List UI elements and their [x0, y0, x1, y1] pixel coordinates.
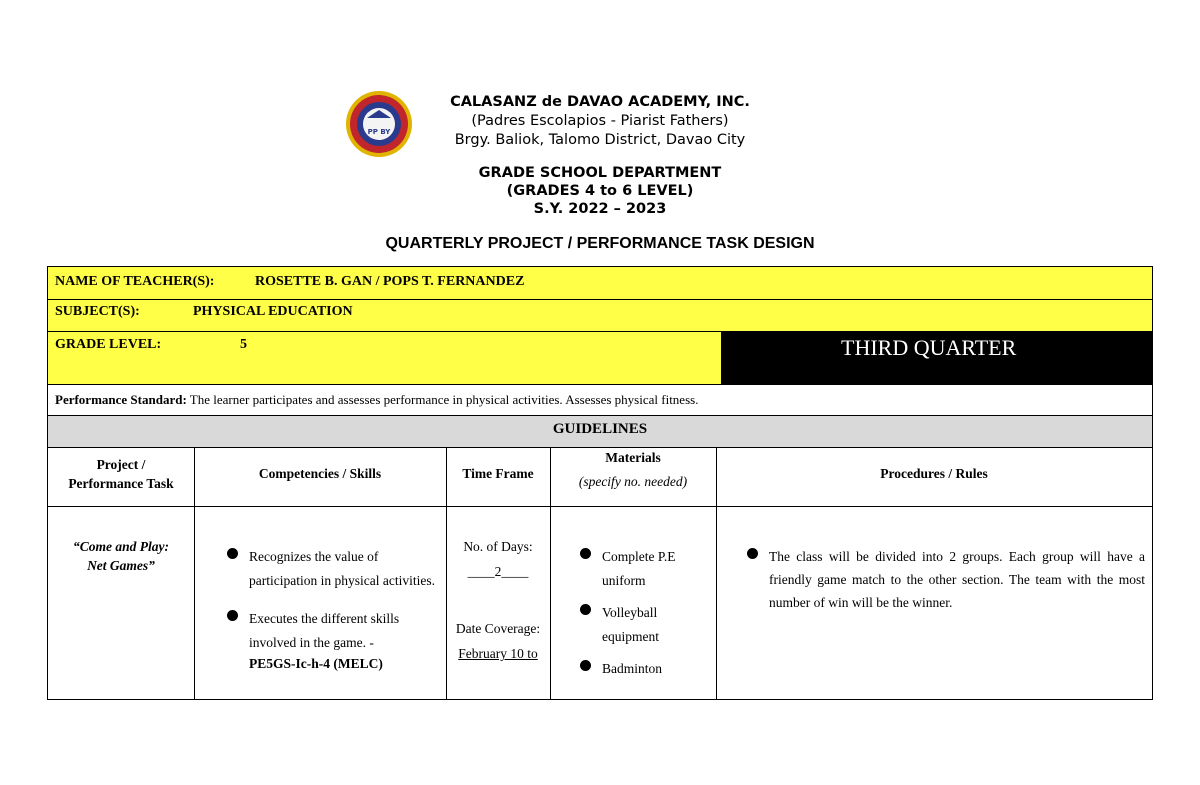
school-header [380, 93, 820, 150]
school-year: S.Y. 2022 – 2023 [533, 201, 667, 217]
grade-value: 5 [240, 337, 247, 352]
standard-value: The learner participates and assesses performance in physical activities. Assesses physical fitness. [189, 392, 699, 407]
days-label: No. of Days: [463, 539, 533, 554]
project-name-line2: Net Games” [87, 558, 155, 573]
col-materials [550, 448, 716, 491]
department-block [380, 164, 820, 218]
subject-row [47, 299, 1153, 332]
procedures-list [745, 545, 1145, 614]
document-title: QUARTERLY PROJECT / PERFORMANCE TASK DESIGN [385, 235, 815, 252]
col-project-line2: Performance Task [68, 476, 174, 491]
school-name: CALASANZ de DAVAO ACADEMY, INC. [450, 94, 750, 110]
guidelines-title: GUIDELINES [552, 421, 648, 437]
grade-row [47, 331, 1153, 385]
logo-text: PP BY [367, 128, 391, 136]
col-materials-note: (specify no. needed) [578, 474, 688, 489]
quarter-banner [721, 332, 1152, 384]
standard-label: Performance Standard: [55, 392, 187, 407]
guidelines-row [47, 415, 1153, 448]
col-time-frame: Time Frame [462, 466, 534, 481]
grade-levels: (GRADES 4 to 6 LEVEL) [506, 183, 694, 199]
competency-list [225, 545, 437, 673]
col-procedures: Procedures / Rules [880, 466, 988, 481]
subject-label: SUBJECT(S): [55, 304, 140, 319]
materials-list [578, 545, 708, 681]
col-project-line1: Project / [96, 457, 146, 472]
teacher-label: NAME OF TEACHER(S): [55, 274, 215, 289]
school-address: Brgy. Baliok, Talomo District, Davao City [454, 132, 746, 148]
department-name: GRADE SCHOOL DEPARTMENT [478, 165, 722, 181]
teacher-value: ROSETTE B. GAN / POPS T. FERNANDEZ [255, 274, 525, 289]
competency-item: Executes the different skills involved in the game. - PE5GS-Ic-h-4 (MELC) [225, 607, 437, 673]
project-name [48, 537, 194, 575]
competency-item: Recognizes the value of participation in physical activities. [225, 545, 437, 593]
teacher-row [47, 266, 1153, 300]
material-item: Badminton [578, 657, 708, 681]
col-competencies: Competencies / Skills [258, 466, 382, 481]
col-materials-title: Materials [605, 450, 661, 465]
performance-standard [55, 392, 698, 408]
standard-row [47, 384, 1153, 416]
procedure-item: The class will be divided into 2 groups. Each group will have a friendly game match to the other section. The team with the most number of win will be the winner. [745, 545, 1145, 614]
date-label: Date Coverage: [455, 621, 541, 636]
time-frame [446, 537, 550, 663]
material-item: Complete P.E uniform [578, 545, 708, 593]
col-project [48, 455, 194, 493]
grade-label: GRADE LEVEL: [55, 337, 162, 352]
project-name-line1: “Come and Play: [73, 539, 169, 554]
competency-code: PE5GS-Ic-h-4 (MELC) [249, 656, 383, 671]
column-header-row [47, 447, 1153, 507]
subject-value: PHYSICAL EDUCATION [193, 304, 353, 319]
task-design-table [47, 266, 1153, 700]
date-value: February 10 to [458, 646, 538, 661]
task-row [47, 506, 1153, 700]
school-order: (Padres Escolapios - Piarist Fathers) [471, 113, 729, 129]
days-value: ____2____ [467, 564, 529, 579]
quarter-label: THIRD QUARTER [841, 335, 1017, 360]
material-item: Volleyball equipment [578, 601, 708, 649]
